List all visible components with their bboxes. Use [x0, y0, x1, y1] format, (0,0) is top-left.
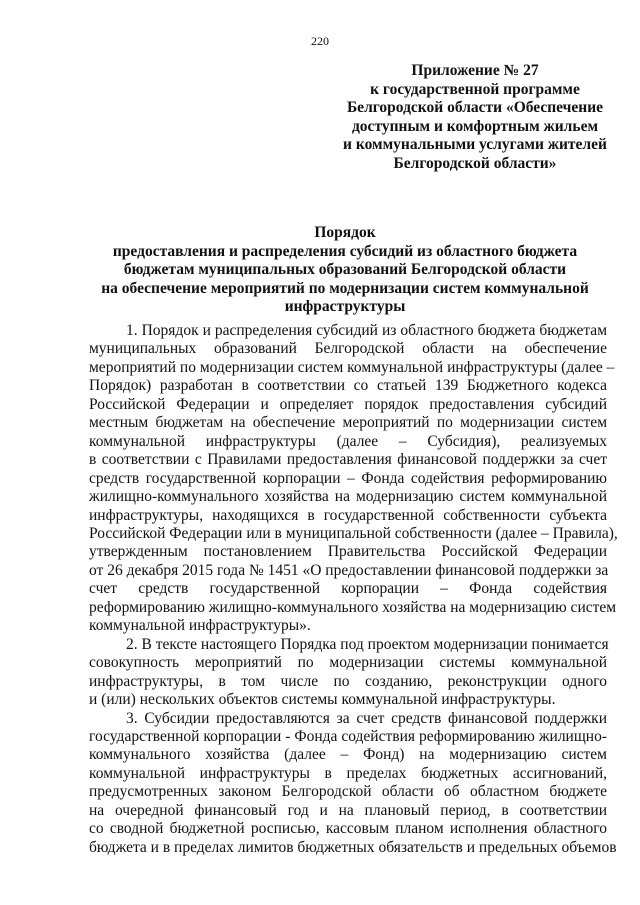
body-line: Порядок) разработан в соответствии со статьей 139 Бюджетного кодекса: [89, 377, 607, 395]
document-title: [85, 224, 605, 317]
body-line: инфраструктуры, находящихся в государственной собственности субъекта: [89, 506, 607, 524]
appendix-line: доступным и комфортным жильем: [351, 117, 599, 135]
body-line: коммунальной инфраструктуры».: [89, 617, 311, 635]
appendix-line: Белгородской области «Обеспечение: [346, 99, 604, 117]
title-line: предоставления и распределения субсидий из областного бюджета: [112, 242, 578, 260]
appendix-header: [330, 62, 620, 174]
body-line: местным бюджетам на обеспечение мероприятий по модернизации систем: [89, 414, 607, 432]
body-line: 1. Порядок и распределения субсидий из областного бюджета бюджетам: [126, 322, 607, 339]
body-line: предусмотренных законом Белгородской области об областном бюджете: [89, 783, 607, 801]
body-line: 3. Субсидии предоставляются за счет средств финансовой поддержки: [126, 709, 607, 727]
body-line: от 26 декабря 2015 года № 1451 «О предоставлении финансовой поддержки за: [89, 561, 609, 579]
body-line: счет средств государственной корпорации – Фонда содействия: [89, 580, 607, 598]
body-line: мероприятий по модернизации систем коммунальной инфраструктуры (далее –: [89, 358, 615, 376]
body-line: со сводной бюджетной росписью, кассовым планом исполнения областного: [89, 820, 607, 838]
document-body: [89, 322, 618, 857]
body-line: коммунальной инфраструктуры в пределах бюджетных ассигнований,: [89, 764, 607, 782]
body-line: 2. В тексте настоящего Порядка под проектом модернизации понимается: [126, 635, 609, 653]
body-line: жилищно-коммунального хозяйства на модернизацию систем коммунальной: [89, 488, 607, 506]
title-line: на обеспечение мероприятий по модернизации систем коммунальной: [101, 279, 589, 297]
body-line: утвержденным постановлением Правительства Российской Федерации: [89, 543, 607, 561]
body-line: коммунального хозяйства (далее – Фонд) на модернизацию систем: [89, 746, 607, 764]
body-line: в соответствии с Правилами предоставления финансовой поддержки за счет: [89, 451, 607, 469]
body-line: средств государственной корпорации – Фонда содействия реформированию: [89, 469, 607, 487]
appendix-line: Приложение № 27: [411, 62, 539, 79]
title-line: инфраструктуры: [284, 298, 406, 316]
body-line: государственной корпорации - Фонда содействия реформированию жилищно-: [89, 727, 607, 745]
body-line: коммунальной инфраструктуры (далее – Субсидия), реализуемых: [89, 432, 607, 450]
body-line: Российской Федерации и определяет порядок предоставления субсидий: [89, 395, 607, 413]
appendix-line: к государственной программе: [370, 80, 580, 98]
body-line: на очередной финансовый год и на плановый период, в соответствии: [89, 801, 607, 819]
body-line: реформированию жилищно-коммунального хозяйства на модернизацию систем: [89, 598, 617, 616]
body-line: инфраструктуры, в том числе по созданию, реконструкции одного: [89, 672, 607, 690]
body-line: муниципальных образований Белгородской области на обеспечение: [89, 340, 607, 358]
title-line: Порядок: [314, 224, 376, 241]
body-line: Российской Федерации или в муниципальной собственности (далее – Правила),: [89, 524, 618, 542]
body-line: совокупность мероприятий по модернизации системы коммунальной: [89, 654, 607, 672]
appendix-line: Белгородской области»: [393, 154, 557, 172]
appendix-line: и коммунальными услугами жителей: [343, 136, 607, 154]
body-line: бюджета и в пределах лимитов бюджетных обязательств и предельных объемов: [89, 838, 617, 856]
title-line: бюджетам муниципальных образований Белгородской области: [123, 261, 567, 279]
page-number: 220: [311, 34, 329, 48]
body-line: и (или) нескольких объектов системы коммунальной инфраструктуры.: [89, 691, 556, 709]
